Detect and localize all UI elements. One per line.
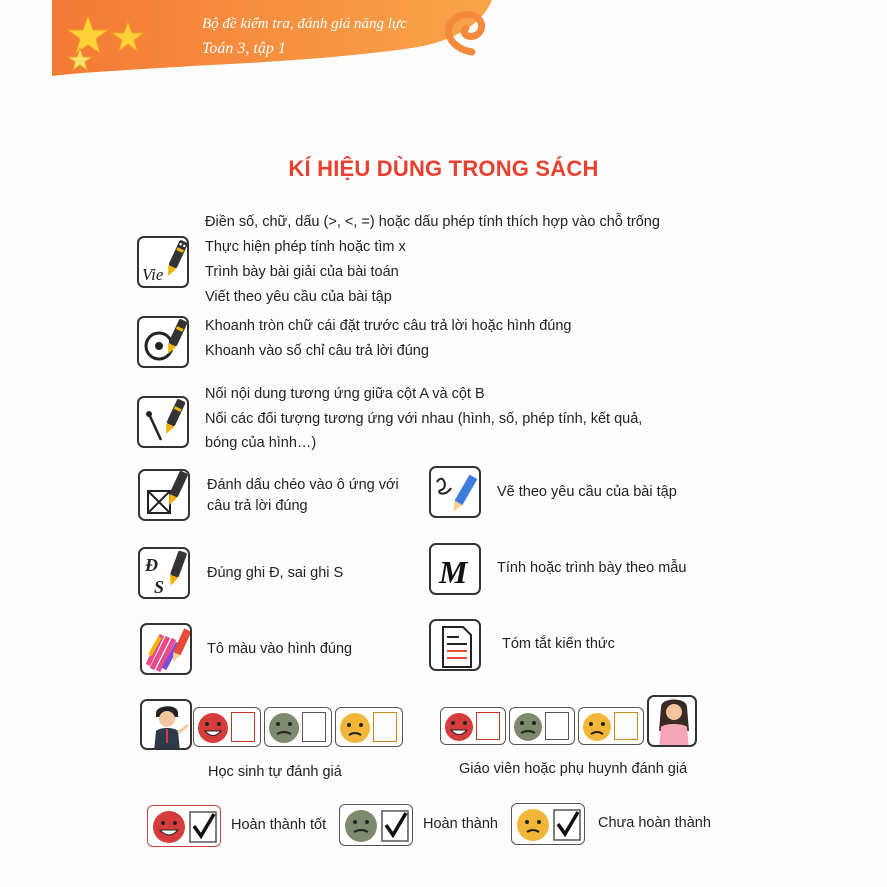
draw-icon <box>429 466 481 518</box>
star-icon <box>60 12 150 72</box>
sample-icon-letter: M <box>439 554 468 590</box>
teacher-avatar <box>647 695 697 747</box>
student-assessment-label: Học sinh tự đánh giá <box>208 764 342 780</box>
legend-good-icon <box>147 805 221 847</box>
m-letter-icon <box>431 545 481 595</box>
draw-label: Vẽ theo yêu cầu của bài tập <box>497 484 677 500</box>
document-icon <box>431 621 481 671</box>
tf-icon-s: S <box>154 577 165 597</box>
summary-label: Tóm tắt kiến thức <box>502 636 615 652</box>
section1-line-1: Điền số, chữ, dấu (>, <, =) hoặc dấu phép tính thích hợp vào chỗ trống <box>205 214 660 230</box>
section1-line-2: Thực hiện phép tính hoặc tìm x <box>205 239 406 255</box>
pen-icon <box>139 238 189 288</box>
true-false-icon <box>138 547 190 599</box>
series-title: Bộ đề kiểm tra, đánh giá năng lực <box>202 16 407 32</box>
cross-line-2: câu trả lời đúng <box>207 498 308 514</box>
legend-not-done-label: Chưa hoàn thành <box>598 815 711 831</box>
woman-icon <box>649 697 697 747</box>
legend-done-label: Hoàn thành <box>423 816 498 832</box>
crayon-icon <box>142 625 192 675</box>
circle-answer-icon <box>137 316 189 368</box>
student-avatar <box>140 699 192 750</box>
check-box <box>476 712 500 740</box>
teacher-face-not <box>578 707 644 745</box>
boy-icon <box>142 701 192 750</box>
section2-line-2: Khoanh vào số chỉ câu trả lời đúng <box>205 343 429 359</box>
header-banner <box>52 0 522 80</box>
student-face-not <box>335 707 403 747</box>
write-icon <box>137 236 189 288</box>
teacher-face-ok <box>509 707 575 745</box>
circle-pen-icon <box>139 318 189 368</box>
connect-icon <box>137 396 189 448</box>
section3-line-3: bóng của hình…) <box>205 435 317 451</box>
true-false-label: Đúng ghi Đ, sai ghi S <box>207 565 344 581</box>
student-face-good <box>193 707 261 747</box>
cross-mark-icon <box>138 469 190 521</box>
legend-good-label: Hoàn thành tốt <box>231 817 327 833</box>
check-box <box>614 712 638 740</box>
summary-icon <box>429 619 481 671</box>
section3-line-1: Nối nội dung tương ứng giữa cột A và cột B <box>205 386 485 402</box>
cross-box-icon <box>140 471 190 521</box>
section1-line-4: Viết theo yêu cầu của bài tập <box>205 289 392 305</box>
pencil-draw-icon <box>431 468 481 518</box>
page-title: KÍ HIỆU DÙNG TRONG SÁCH <box>288 156 599 181</box>
legend-not-done-icon <box>511 803 585 845</box>
ds-pen-icon <box>140 549 190 599</box>
happy-check-icon <box>148 806 222 848</box>
teacher-assessment-label: Giáo viên hoặc phụ huynh đánh giá <box>459 761 688 777</box>
cross-line-1: Đánh dấu chéo vào ô ứng với <box>207 477 399 493</box>
check-box <box>231 712 255 742</box>
section1-line-3: Trình bày bài giải của bài toán <box>205 264 399 280</box>
neutral-check-icon <box>340 805 414 847</box>
student-face-ok <box>264 707 332 747</box>
legend-done-icon <box>339 804 413 846</box>
check-box <box>302 712 326 742</box>
book-title: Toán 3, tập 1 <box>202 40 286 57</box>
tf-icon-d: Đ <box>145 555 158 575</box>
write-icon-text: Vie <box>142 265 164 284</box>
check-box <box>373 712 397 742</box>
check-box <box>545 712 569 740</box>
color-label: Tô màu vào hình đúng <box>207 641 353 657</box>
color-icon <box>140 623 192 675</box>
section2-line-1: Khoanh tròn chữ cái đặt trước câu trả lời hoặc hình đúng <box>205 318 572 334</box>
connect-pen-icon <box>139 398 189 448</box>
teacher-face-good <box>440 707 506 745</box>
section3-line-2: Nối các đối tượng tương ứng với nhau (hình, số, phép tính, kết quả, <box>205 411 643 427</box>
worried-check-icon <box>512 804 586 846</box>
sample-icon <box>429 543 481 595</box>
sample-label: Tính hoặc trình bày theo mẫu <box>497 560 687 576</box>
